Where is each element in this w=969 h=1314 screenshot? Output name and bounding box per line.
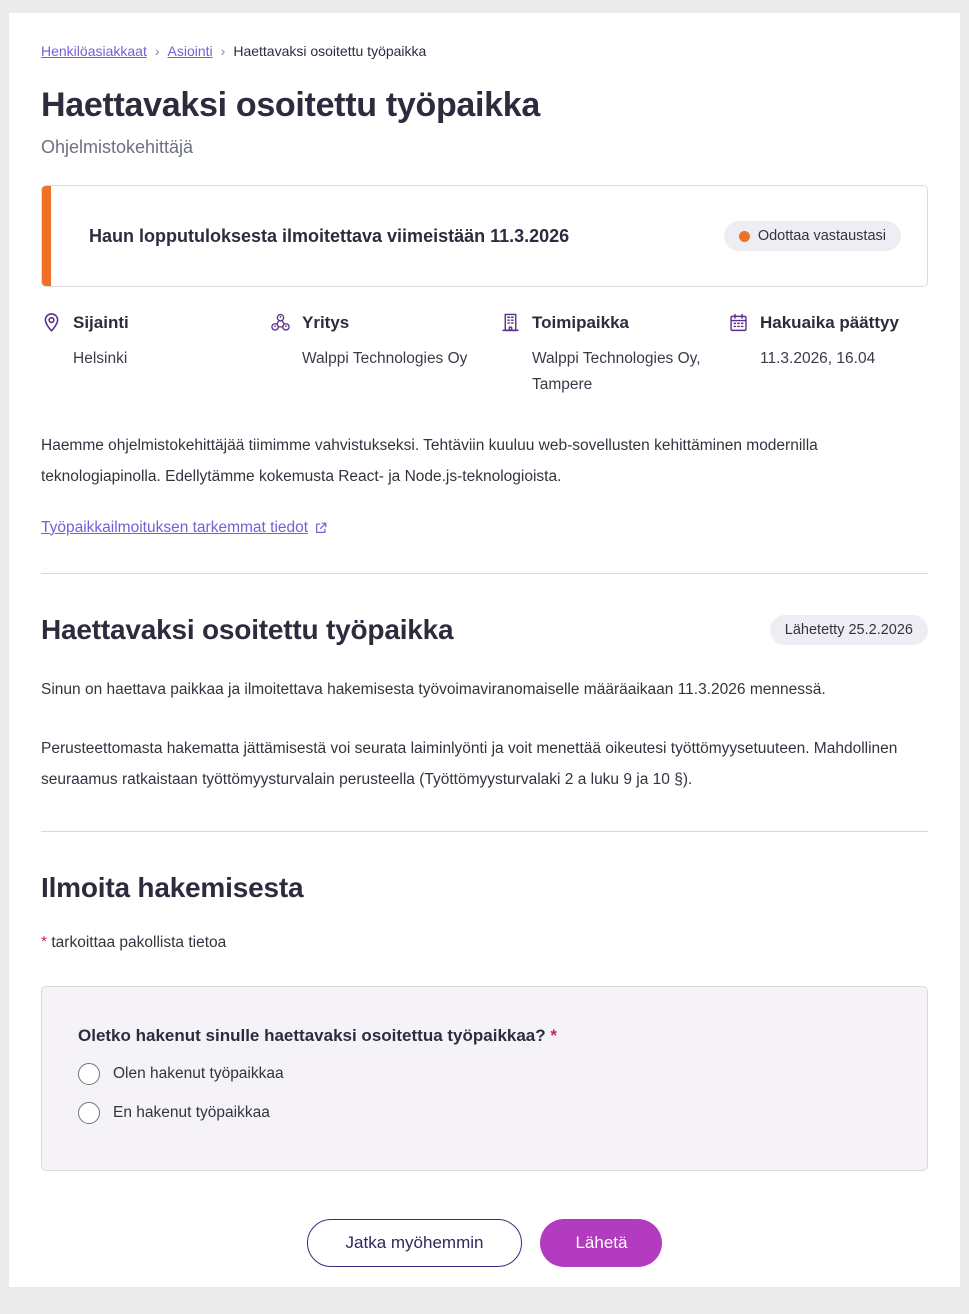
job-details-link[interactable] [41, 519, 328, 537]
info-cell-deadline [728, 312, 928, 399]
breadcrumb-separator: › [220, 43, 226, 59]
status-dot-icon [739, 231, 750, 242]
required-marker: * [41, 933, 48, 951]
page-title: Haettavaksi osoitettu työpaikka [41, 86, 540, 124]
continue-later-button[interactable]: Jatka myöhemmin [307, 1219, 523, 1267]
submit-button[interactable]: Lähetä [540, 1219, 662, 1267]
radio-label-applied: Olen hakenut työpaikkaa [113, 1064, 284, 1082]
breadcrumb-link-asiointi[interactable]: Asiointi [167, 43, 213, 59]
radio-option-not-applied[interactable] [78, 1102, 891, 1124]
required-note [41, 934, 928, 952]
info-value-location: Helsinki [73, 350, 128, 367]
radio-button-not-applied[interactable] [78, 1102, 100, 1124]
info-value-deadline: 11.3.2026, 16.04 [760, 350, 876, 367]
form-question-text: Oletko hakenut sinulle haettavaksi osoitettua työpaikkaa? [78, 1025, 546, 1045]
section-divider [41, 573, 928, 574]
info-cell-location [41, 312, 270, 399]
breadcrumb [41, 30, 928, 59]
radio-label-not-applied: En hakenut työpaikkaa [113, 1103, 270, 1121]
form-question [78, 1026, 891, 1046]
location-pin-icon [41, 312, 62, 333]
sent-badge [770, 615, 928, 645]
required-note-text: tarkoittaa pakollista tietoa [51, 933, 227, 951]
page-card [9, 13, 960, 1287]
organization-icon [270, 312, 291, 333]
external-link-icon [314, 521, 328, 535]
sent-badge-label: Lähetetty 25.2.2026 [784, 621, 913, 638]
deadline-alert [41, 185, 928, 287]
radio-option-applied[interactable] [78, 1063, 891, 1085]
status-badge [724, 221, 901, 251]
job-description: Haemme ohjelmistokehittäjää tiimimme vahvistukseksi. Tehtäviin kuuluu web-sovellusten kehittäminen modernilla teknologiapinolla. Edellytämme kokemusta React- ja Node.js-teknologioista. [41, 436, 818, 485]
job-details-link-label: Työpaikkailmoituksen tarkemmat tiedot [41, 518, 309, 536]
info-label-location: Sijainti [73, 312, 129, 332]
form-actions [41, 1219, 928, 1267]
job-info-grid [41, 312, 928, 399]
status-badge-label: Odottaa vastaustasi [757, 228, 886, 244]
deadline-alert-text: Haun lopputuloksesta ilmoitettava viimeistään 11.3.2026 [89, 225, 570, 246]
breadcrumb-separator: › [154, 43, 160, 59]
building-icon [500, 312, 521, 333]
assignment-paragraph-1: Sinun on haettava paikkaa ja ilmoitettava hakemisesta työvoimaviranomaiselle määräaikaan 11.3.2026 mennessä. [41, 680, 826, 698]
page-subtitle: Ohjelmistokehittäjä [41, 137, 194, 157]
assignment-paragraph-2: Perusteettomasta hakematta jättämisestä voi seurata laiminlyönti ja voit menettää oikeutesi työttömyysetuuteen. Mahdollinen seuraamus ratkaistaan työttömyysturvalain perusteella (Työttömyysturvalaki 2 a luku 9 ja 10 §). [41, 739, 898, 788]
info-label-deadline: Hakuaika päättyy [760, 312, 899, 332]
report-section-title: Ilmoita hakemisesta [41, 871, 304, 903]
breadcrumb-current: Haettavaksi osoitettu työpaikka [233, 43, 427, 59]
application-form-panel [41, 986, 928, 1171]
breadcrumb-link-henkiloasiakkaat[interactable]: Henkilöasiakkaat [41, 43, 147, 59]
info-label-workplace: Toimipaikka [532, 312, 629, 332]
info-value-company: Walppi Technologies Oy [302, 350, 468, 367]
section-divider [41, 831, 928, 832]
info-cell-company [270, 312, 500, 399]
calendar-icon [728, 312, 749, 333]
info-label-company: Yritys [302, 312, 350, 332]
assignment-section-title: Haettavaksi osoitettu työpaikka [41, 613, 454, 645]
info-value-workplace: Walppi Technologies Oy, Tampere [532, 350, 701, 394]
radio-button-applied[interactable] [78, 1063, 100, 1085]
assignment-section-header [41, 614, 928, 646]
info-cell-workplace [500, 312, 728, 399]
question-required-marker: * [550, 1025, 558, 1045]
